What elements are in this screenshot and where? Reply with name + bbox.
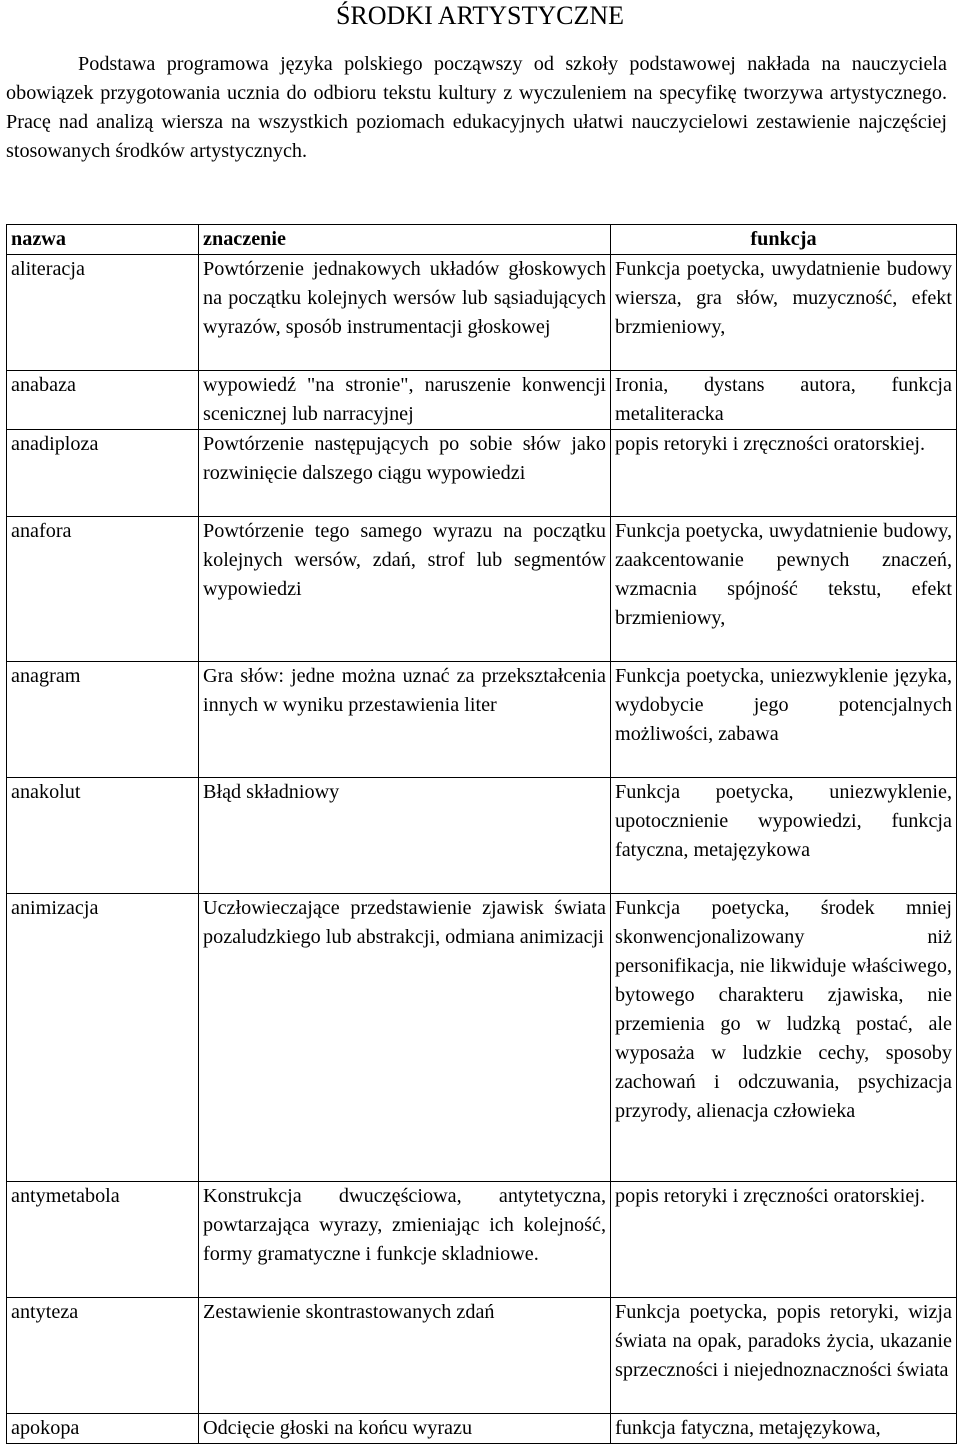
device-name: anadiploza bbox=[7, 430, 199, 517]
device-function: popis retoryki i zręczności oratorskiej. bbox=[611, 430, 957, 517]
device-function: Funkcja poetycka, popis retoryki, wizja świata na opak, paradoks życia, ukazanie sprzeczności i niejednoznaczności świata bbox=[611, 1298, 957, 1414]
intro-text: Podstawa programowa języka polskiego począwszy od szkoły podstawowej nakłada na nauczyciela obowiązek przygotowania ucznia do odbioru tekstu kultury z wyczuleniem na specyfikę tworzywa artystycznego. Pracę nad analizą wiersza na wszystkich poziomach edukacyjnych ułatwi nauczycielowi zestawienie najczęściej stosowanych środków artystycznych. bbox=[6, 53, 947, 162]
table-row bbox=[7, 517, 957, 662]
table-row bbox=[7, 1414, 957, 1444]
table-row bbox=[7, 371, 957, 430]
table-row bbox=[7, 1298, 957, 1414]
device-function: Funkcja poetycka, uniezwyklenie języka, wydobycie jego potencjalnych możliwości, zabawa bbox=[611, 662, 957, 778]
device-function: Funkcja poetycka, uwydatnienie budowy, zaakcentowanie pewnych znaczeń, wzmacnia spójność tekstu, efekt brzmieniowy, bbox=[611, 517, 957, 662]
table-row bbox=[7, 778, 957, 894]
device-meaning: Powtórzenie następujących po sobie słów jako rozwinięcie dalszego ciągu wypowiedzi bbox=[199, 430, 611, 517]
device-meaning: wypowiedź "na stronie", naruszenie konwencji scenicznej lub narracyjnej bbox=[199, 371, 611, 430]
intro-paragraph bbox=[6, 50, 947, 166]
device-meaning: Powtórzenie jednakowych układów głoskowych na początku kolejnych wersów lub sąsiadujących wyrazów, sposób instrumentacji głoskowej bbox=[199, 255, 611, 371]
device-name: anafora bbox=[7, 517, 199, 662]
table-row bbox=[7, 894, 957, 1182]
device-function: popis retoryki i zręczności oratorskiej. bbox=[611, 1182, 957, 1298]
device-function: Funkcja poetycka, środek mniej skonwencjonalizowany niż personifikacja, nie likwiduje właściwego, bytowego charakteru zjawiska, nie przemienia go w ludzką postać, ale wyposaża w ludzkie cechy, sposoby zachowań i odczuwania, psychizacja przyrody, alienacja człowieka bbox=[611, 894, 957, 1182]
device-name: anagram bbox=[7, 662, 199, 778]
device-meaning: Zestawienie skontrastowanych zdań bbox=[199, 1298, 611, 1414]
device-function: Ironia, dystans autora, funkcja metaliteracka bbox=[611, 371, 957, 430]
device-name: apokopa bbox=[7, 1414, 199, 1444]
device-name: animizacja bbox=[7, 894, 199, 1182]
table-row bbox=[7, 430, 957, 517]
device-meaning: Gra słów: jedne można uznać za przekształcenia innych w wyniku przestawienia liter bbox=[199, 662, 611, 778]
table-header-row bbox=[7, 225, 957, 255]
table-row bbox=[7, 662, 957, 778]
device-meaning: Uczłowieczające przedstawienie zjawisk świata pozaludzkiego lub abstrakcji, odmiana animizacji bbox=[199, 894, 611, 1182]
artistic-devices-table bbox=[6, 224, 957, 1444]
device-name: antyteza bbox=[7, 1298, 199, 1414]
device-function: Funkcja poetycka, uniezwyklenie, upotocznienie wypowiedzi, funkcja fatyczna, metajęzykowa bbox=[611, 778, 957, 894]
device-meaning: Odcięcie głoski na końcu wyrazu bbox=[199, 1414, 611, 1444]
device-name: aliteracja bbox=[7, 255, 199, 371]
device-meaning: Błąd składniowy bbox=[199, 778, 611, 894]
device-function: Funkcja poetycka, uwydatnienie budowy wiersza, gra słów, muzyczność, efekt brzmieniowy, bbox=[611, 255, 957, 371]
page-title: ŚRODKI ARTYSTYCZNE bbox=[335, 1, 625, 30]
header-meaning: znaczenie bbox=[199, 225, 611, 255]
device-meaning: Konstrukcja dwuczęściowa, antytetyczna, powtarzająca wyrazy, zmieniając ich kolejność, formy gramatyczne i funkcje skladniowe. bbox=[199, 1182, 611, 1298]
device-name: anakolut bbox=[7, 778, 199, 894]
header-name: nazwa bbox=[7, 225, 199, 255]
device-name: antymetabola bbox=[7, 1182, 199, 1298]
device-name: anabaza bbox=[7, 371, 199, 430]
table-row bbox=[7, 255, 957, 371]
device-meaning: Powtórzenie tego samego wyrazu na początku kolejnych wersów, zdań, strof lub segmentów wypowiedzi bbox=[199, 517, 611, 662]
device-function: funkcja fatyczna, metajęzykowa, bbox=[611, 1414, 957, 1444]
header-function: funkcja bbox=[611, 225, 957, 255]
table-row bbox=[7, 1182, 957, 1298]
